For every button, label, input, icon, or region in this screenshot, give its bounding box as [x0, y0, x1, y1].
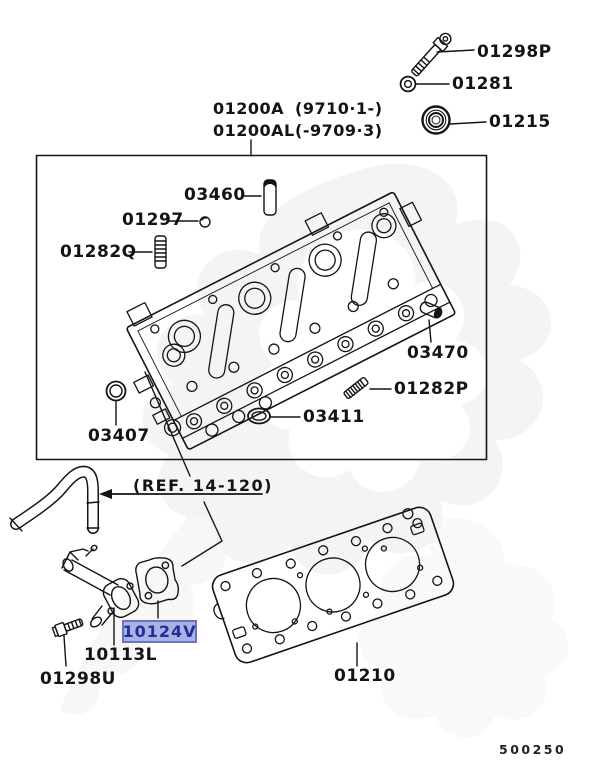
part-label-01215: 01215 [489, 112, 551, 132]
part-label-01210: 01210 [334, 666, 396, 686]
part-label-03470: 03470 [407, 343, 469, 363]
part-label-03411: 03411 [303, 407, 365, 427]
part-label-01281: 01281 [452, 74, 514, 94]
part-label-01298U: 01298U [40, 669, 116, 689]
figure-number: 500250 [499, 742, 567, 757]
part-01215-seal-drawing [423, 107, 487, 134]
assembly-code-line2 [213, 123, 383, 139]
part-01298U-bolt-drawing [52, 616, 84, 666]
part-label-01282P: 01282P [394, 379, 469, 399]
part-label-03407: 03407 [88, 426, 150, 446]
part-01281-washer-drawing [401, 77, 449, 92]
part-03407-oring-drawing [107, 382, 126, 426]
water-hose-drawing [10, 472, 99, 531]
part-01298P-bolt-drawing [409, 30, 474, 78]
assembly-range-01200A: (9710·1-) [295, 99, 383, 118]
assembly-range-01200AL: (-9709·3) [295, 121, 383, 140]
part-label-10124V-highlighted[interactable]: 10124V [122, 620, 197, 643]
part-03460-dowel-drawing [244, 180, 276, 215]
ref-note-label: (REF. 14-120) [133, 476, 273, 495]
part-01282P-stud-drawing [343, 377, 391, 399]
assembly-code-01200AL: 01200AL [213, 121, 295, 140]
assembly-code-01200A: 01200A [213, 99, 285, 118]
part-label-01297: 01297 [122, 210, 184, 230]
assembly-code-line1 [213, 101, 383, 117]
part-label-01282Q: 01282Q [60, 242, 137, 262]
part-label-03460: 03460 [184, 185, 246, 205]
part-label-10113L: 10113L [84, 645, 157, 665]
part-label-01298P: 01298P [477, 42, 552, 62]
